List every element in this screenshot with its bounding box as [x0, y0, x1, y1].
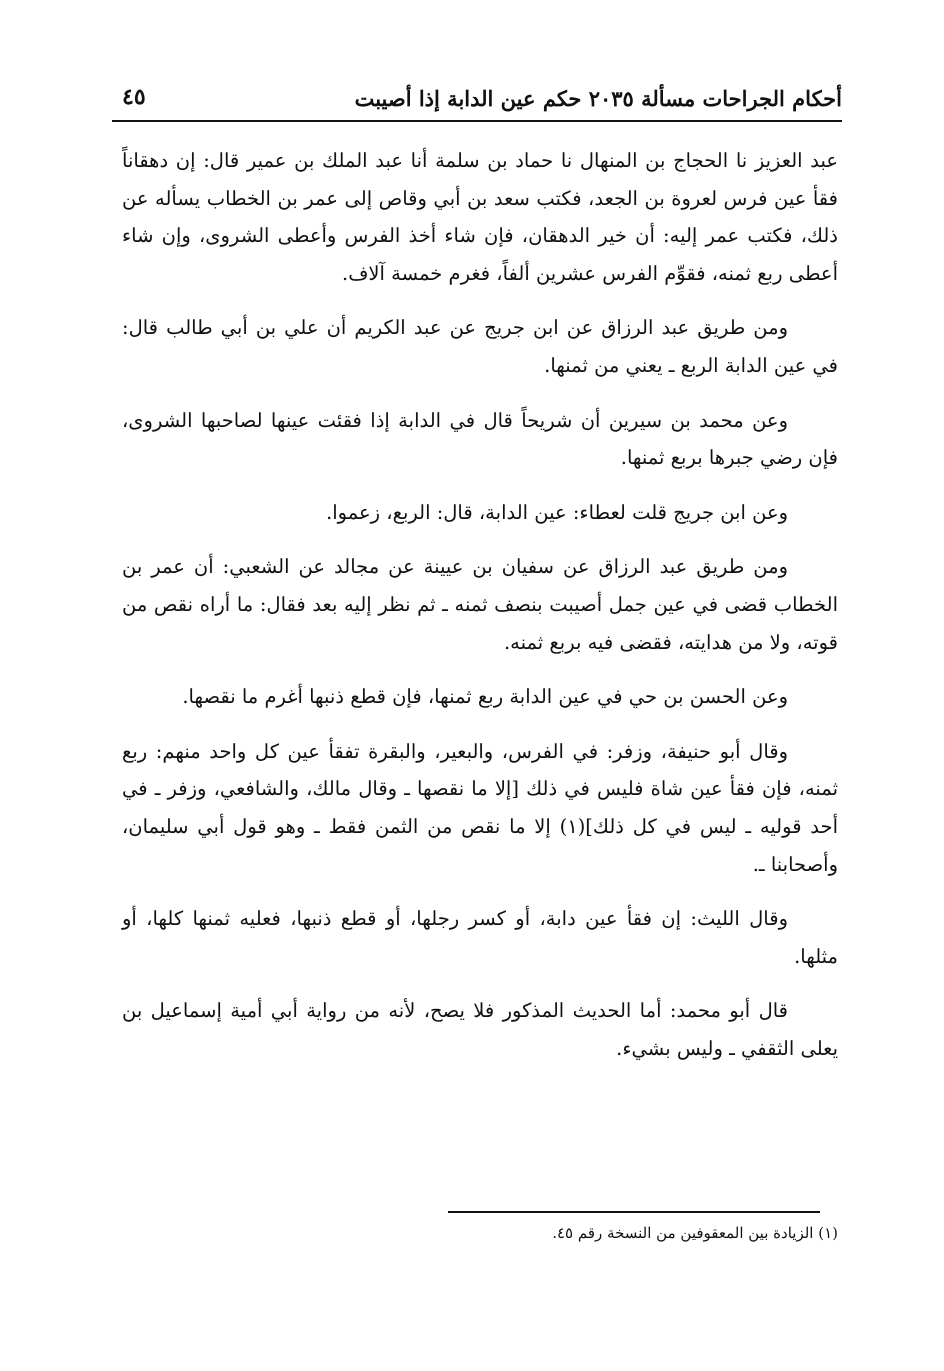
paragraph: وعن محمد بن سيرين أن شريحاً قال في الدابة إذا فقئت عينها لصاحبها الشروى، فإن رضي جبرها بربع ثمنها. — [122, 408, 838, 470]
page-number: ٤٥ — [122, 84, 146, 110]
paragraph: وقال أبو حنيفة، وزفر: في الفرس، والبعير، والبقرة تفقأ عين كل واحد منهم: ربع ثمنه، فإن فقأ عين شاة فليس في ذلك [إلا ما نقصها ـ وقال مالك، والشافعي، وزفر ـ في أحد قوليه ـ ليس في كل ذلك](١) إلا ما نقص من الثمن فقط ـ وهو قول أبي سليمان، وأصحابنا ـ. — [122, 739, 838, 876]
paragraph: قال أبو محمد: أما الحديث المذكور فلا يصح، لأنه من رواية أبي أمية إسماعيل بن يعلى الثقفي ـ وليس بشيء. — [122, 999, 838, 1060]
running-header — [112, 78, 842, 122]
paragraph: وقال الليث: إن فقأ عين دابة، أو كسر رجلها، أو قطع ذنبها، فعليه ثمنها كلها، أو مثلها. — [122, 907, 838, 968]
footnote-divider — [448, 1211, 820, 1213]
header-title: أحكام الجراحات مسألة ٢٠٣٥ حكم عين الدابة إذا أصيبت — [354, 86, 842, 111]
paragraph: ومن طريق عبد الرزاق عن ابن جريج عن عبد الكريم أن علي بن أبي طالب قال: في عين الدابة الربع ـ يعني من ثمنها. — [122, 316, 838, 377]
main-text — [122, 142, 838, 1084]
paragraph: وعن الحسن بن حي في عين الدابة ربع ثمنها، فإن قطع ذنبها أغرم ما نقصها. — [182, 685, 788, 709]
paragraph: وعن ابن جريج قلت لعطاء: عين الدابة، قال: الربع، زعموا. — [326, 500, 788, 524]
header-divider — [112, 120, 842, 122]
paragraph: ومن طريق عبد الرزاق عن سفيان بن عيينة عن مجالد عن الشعبي: أن عمر بن الخطاب قضى في عين جمل أصيبت بنصف ثمنه ـ ثم نظر إليه بعد فقال: ما أراه نقص من قوته، ولا من هدايته، فقضى فيه بربع ثمنه. — [122, 555, 838, 654]
footnote: (١) الزيادة بين المعقوفين من النسخة رقم ٤٥. — [552, 1224, 838, 1242]
paragraph: عبد العزيز نا الحجاج بن المنهال نا حماد بن سلمة أنا عبد الملك بن عمير قال: إن دهقاناً فقأ عين فرس لعروة بن الجعد، فكتب سعد بن أبي وقاص إلى عمر بن الخطاب يسأله عن ذلك، فكتب عمر إليه: أن خير الدهقان، فإن شاء أخذ الفرس وأعطى الشروى، وإن شاء أعطى ربع ثمنه، فقوِّم الفرس عشرين ألفاً، فغرم خمسة آلاف. — [122, 149, 838, 285]
